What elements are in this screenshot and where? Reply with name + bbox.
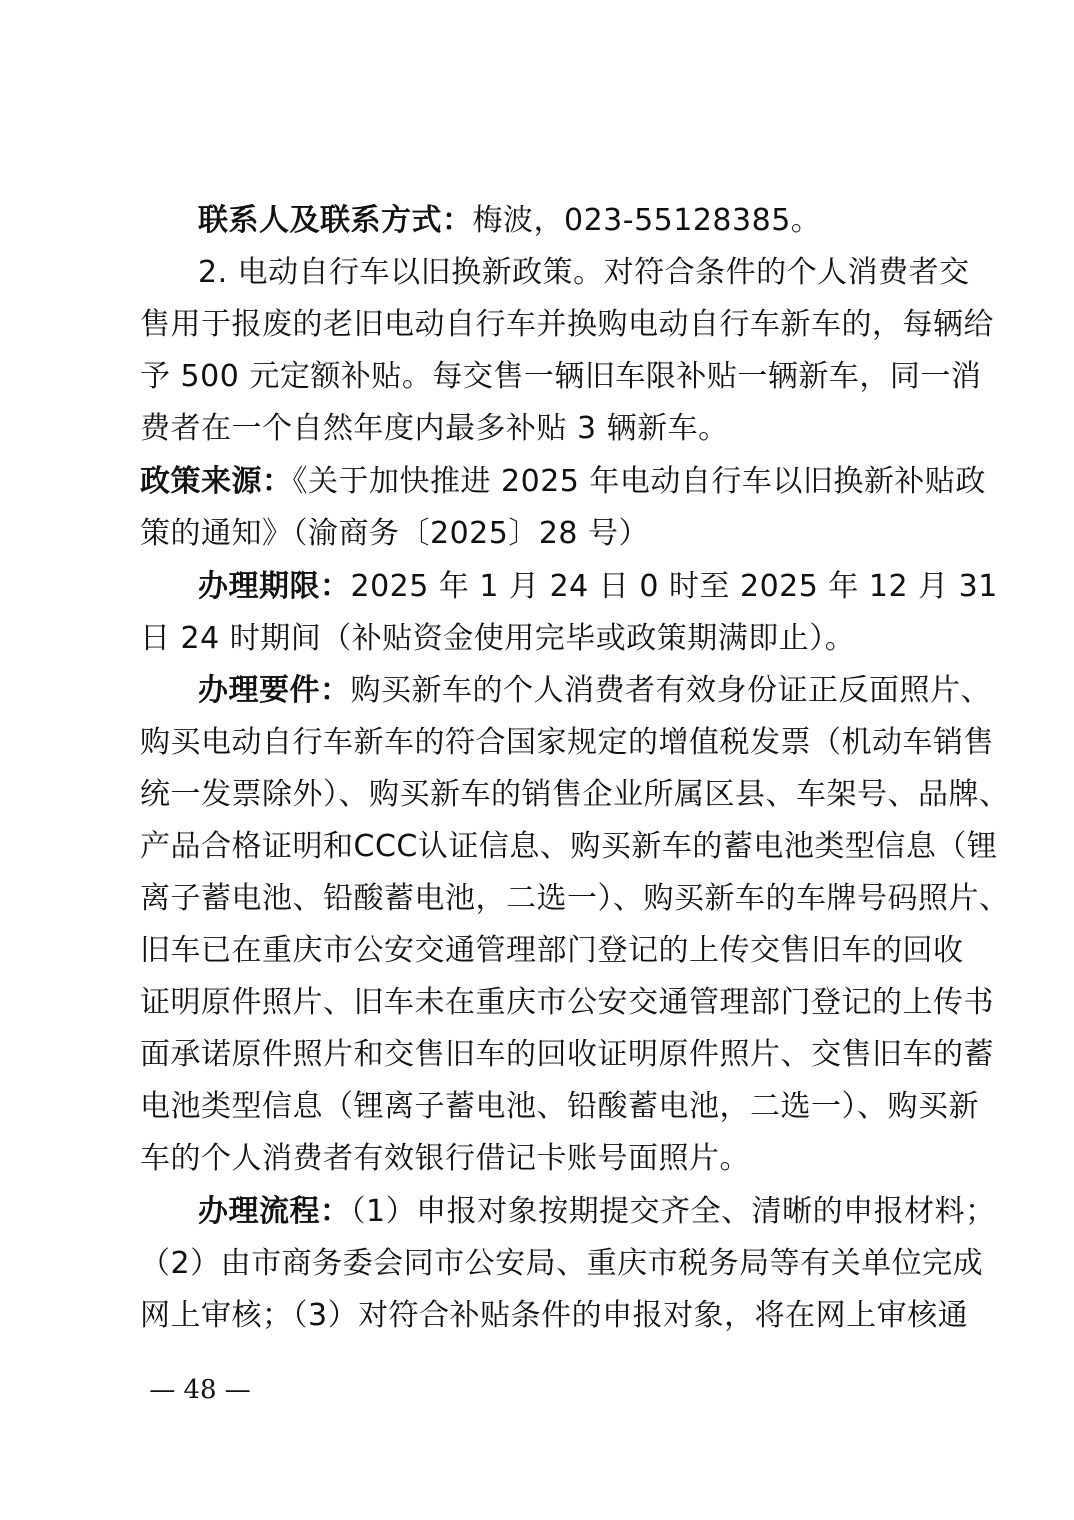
source-text-1: 《关于加快推进 2025 年电动自行车以旧换新补贴政	[292, 464, 986, 499]
period-line-2: 日 24 时期间（补贴资金使用完毕或政策期满即止）。	[140, 621, 856, 656]
source-line-1	[140, 457, 986, 507]
requirements-line-1	[198, 666, 991, 716]
policy-intro-line-2: 售用于报废的老旧电动自行车并换购电动自行车新车的，每辆给	[140, 307, 994, 342]
source-label: 政策来源：	[140, 464, 293, 499]
requirements-line-8: 面承诺原件照片和交售旧车的回收证明原件照片、交售旧车的蓄	[140, 1037, 994, 1072]
requirements-line-4: 产品合格证明和CCC认证信息、购买新车的蓄电池类型信息（锂	[140, 829, 998, 864]
process-line-3: 网上审核；（3）对符合补贴条件的申报对象，将在网上审核通	[140, 1298, 969, 1333]
requirements-line-7: 证明原件照片、旧车未在重庆市公安交通管理部门登记的上传书	[140, 985, 994, 1020]
requirements-label: 办理要件：	[198, 673, 351, 708]
process-label: 办理流程：	[198, 1194, 351, 1229]
source-line-2: 策的通知》（渝商务〔2025〕28 号）	[140, 516, 650, 551]
requirements-line-3: 统一发票除外）、购买新车的销售企业所属区县、车架号、品牌、	[140, 777, 1010, 812]
contact-text: 梅波，023-55128385。	[472, 203, 822, 238]
process-line-1	[198, 1187, 996, 1237]
process-line-2: （2）由市商务委会同市公安局、重庆市税务局等有关单位完成	[140, 1246, 984, 1281]
page-number: — 48 —	[149, 1375, 251, 1405]
contact-label: 联系人及联系方式：	[198, 203, 473, 238]
requirements-line-9: 电池类型信息（锂离子蓄电池、铅酸蓄电池，二选一）、购买新	[140, 1089, 979, 1124]
period-line-1	[198, 562, 998, 612]
requirements-line-2: 购买电动自行车新车的符合国家规定的增值税发票（机动车销售	[140, 725, 994, 760]
period-text-1: 2025 年 1 月 24 日 0 时至 2025 年 12 月 31	[350, 569, 998, 604]
requirements-line-10: 车的个人消费者有效银行借记卡账号面照片。	[140, 1141, 750, 1176]
policy-intro-line-4: 费者在一个自然年度内最多补贴 3 辆新车。	[140, 411, 729, 446]
period-label: 办理期限：	[198, 569, 351, 604]
requirements-text-1: 购买新车的个人消费者有效身份证正反面照片、	[350, 673, 991, 708]
requirements-line-6: 旧车已在重庆市公安交通管理部门登记的上传交售旧车的回收	[140, 933, 964, 968]
contact-line	[198, 196, 936, 246]
requirements-line-5: 离子蓄电池、铅酸蓄电池，二选一）、购买新车的车牌号码照片、	[140, 881, 1010, 916]
policy-intro-line-1: 2. 电动自行车以旧换新政策。对符合条件的个人消费者交	[198, 255, 970, 290]
process-text-1: （1）申报对象按期提交齐全、清晰的申报材料；	[350, 1194, 996, 1229]
policy-intro-line-3: 予 500 元定额补贴。每交售一辆旧车限补贴一辆新车，同一消	[140, 359, 982, 394]
